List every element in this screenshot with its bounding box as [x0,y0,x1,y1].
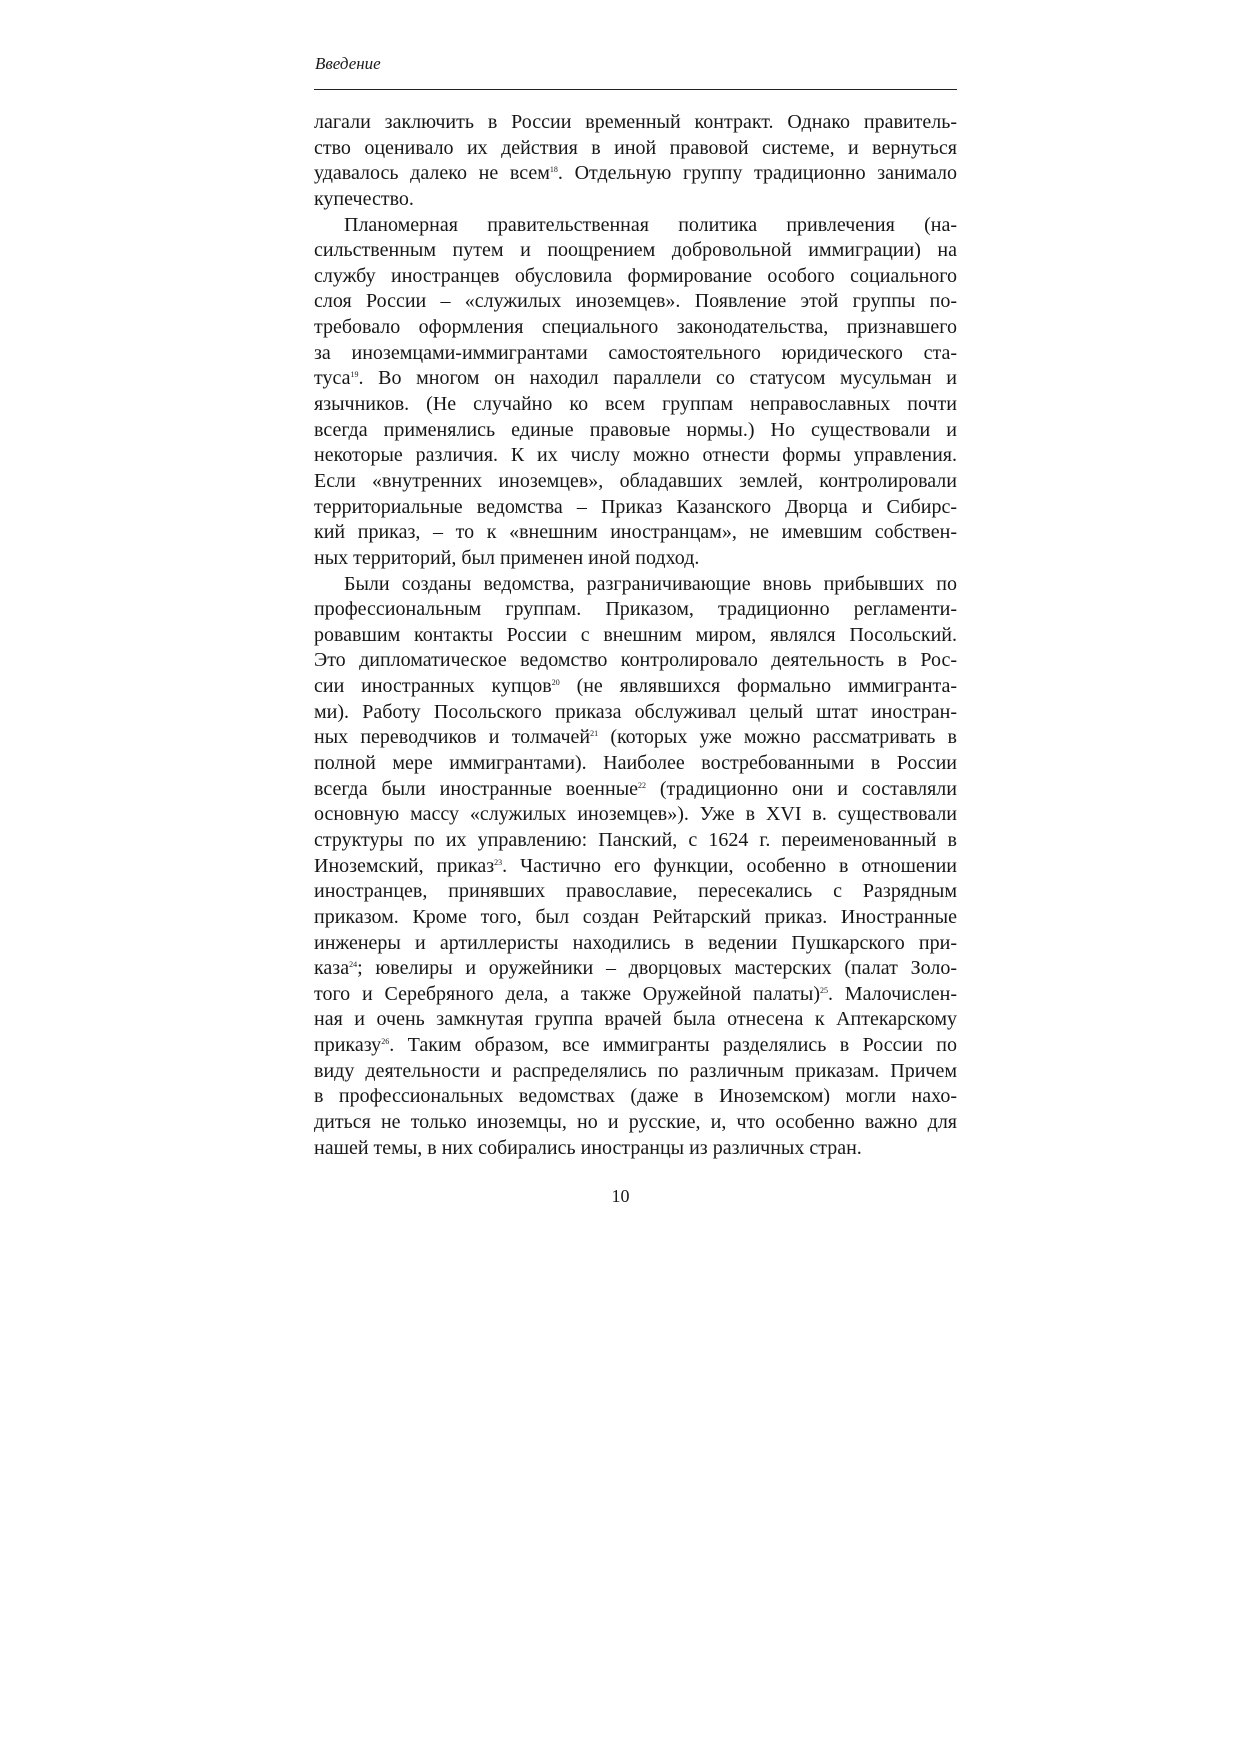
line-text: ных переводчиков и толмачей [314,726,591,749]
line-text: профессиональным группам. Приказом, традиционно регламенти- [314,598,957,621]
text-line [314,1084,957,1110]
line-text: ство оценивало их действия в иной правовой системе, и вернуться [314,136,957,159]
text-line [314,854,957,880]
text-line [314,931,957,957]
footnote-marker: 19 [350,370,359,380]
line-text: каза [314,957,350,980]
text-line [314,136,957,162]
footnote-marker: 25 [820,985,828,995]
text-line [314,623,957,649]
text-line [314,905,957,931]
footnote-marker: 18 [549,165,558,175]
footnote-marker: 21 [590,729,599,739]
line-text: приказом. Кроме того, был создан Рейтарский приказ. Иностранные [314,905,957,928]
line-text: ми). Работу Посольского приказа обслуживал целый штат иностран- [314,700,957,723]
line-text: иностранцев, принявших православие, пересекались с Разрядным [314,880,957,903]
text-line [314,956,957,982]
line-text: приказу [314,1034,382,1057]
text-line [314,187,957,213]
line-text: ная и очень замкнутая группа врачей была отнесена к Аптекарскому [314,1008,957,1031]
footnote-marker: 22 [638,780,647,790]
text-line [314,572,957,598]
footnote-marker: 26 [381,1037,390,1047]
text-line [314,1136,957,1162]
line-text: слоя России – «служилых иноземцев». Появление этой группы по- [314,290,957,313]
text-line [314,110,957,136]
line-text-after-note: . Малочислен- [828,982,957,1005]
line-text: полной мере иммигрантами). Наиболее востребованными в России [314,752,957,775]
line-text-after-note: (которых уже можно рассматривать в [598,726,957,749]
line-text: того и Серебряного дела, а также Оружейной палаты) [314,982,820,1005]
line-text: территориальные ведомства – Приказ Казанского Дворца и Сибирс- [314,495,957,518]
page-number: 10 [611,1186,630,1206]
line-text: инженеры и артиллеристы находились в ведении Пушкарского при- [314,931,957,954]
running-head: Введение [315,54,381,73]
text-line [314,443,957,469]
line-text: Планомерная правительственная политика привлечения (на- [344,213,957,236]
line-text: удавалось далеко не всем [314,162,550,185]
body-text [314,110,957,1161]
text-line [314,341,957,367]
line-text-after-note: (традиционно они и составляли [646,777,957,800]
line-text-after-note: . Во многом он находил параллели со статусом мусульман и [358,367,957,390]
text-line [314,802,957,828]
text-line [314,725,957,751]
text-line [314,1033,957,1059]
text-line [314,1007,957,1033]
line-text: сильственным путем и поощрением добровольной иммиграции) на [314,239,957,262]
line-text: нашей темы, в них собирались иностранцы из различных стран. [314,1136,862,1159]
text-line [314,674,957,700]
text-line [314,469,957,495]
text-line [314,828,957,854]
line-text: Иноземский, приказ [314,854,495,877]
text-line [314,289,957,315]
text-line [314,213,957,239]
line-text: всегда применялись единые правовые нормы.) Но существовали и [314,418,957,441]
line-text: основную массу «служилых иноземцев»). Уже в XVI в. существовали [314,803,957,826]
text-line [314,982,957,1008]
text-line [314,315,957,341]
line-text: в профессиональных ведомствах (даже в Иноземском) могли нахо- [314,1085,957,1108]
line-text: язычников. (Не случайно ко всем группам неправославных почти [314,393,957,416]
text-line [314,418,957,444]
text-line [314,1110,957,1136]
line-text: ровавшим контакты России с внешним миром, являлся Посольский. [314,623,957,646]
line-text: купечество. [314,187,414,210]
text-line [314,751,957,777]
text-line [314,879,957,905]
header-rule [314,89,957,90]
line-text: службу иностранцев обусловила формирование особого социального [314,264,957,287]
footnote-marker: 23 [494,857,503,867]
line-text: Были созданы ведомства, разграничивающие вновь прибывших по [344,572,957,595]
line-text-after-note: . Таким образом, все иммигранты разделялись в России по [389,1034,957,1057]
text-line [314,520,957,546]
line-text: туса [314,367,351,390]
line-text: диться не только иноземцы, но и русские, и, что особенно важно для [314,1110,957,1133]
footnote-marker: 20 [551,678,560,688]
line-text: ных территорий, был применен иной подход. [314,546,700,569]
text-line [314,264,957,290]
line-text: сии иностранных купцов [314,675,552,698]
line-text: кий приказ, – то к «внешним иностранцам», не имевшим собствен- [314,521,957,544]
text-line [314,495,957,521]
text-line [314,366,957,392]
line-text-after-note: (не являвшихся формально иммигранта- [559,675,957,698]
text-line [314,777,957,803]
line-text-after-note: . Частично его функции, особенно в отношении [502,854,957,877]
line-text: некоторые различия. К их числу можно отнести формы управления. [314,444,957,467]
text-line [314,648,957,674]
line-text-after-note: . Отдельную группу традиционно занимало [557,162,957,185]
line-text: Это дипломатическое ведомство контролировало деятельность в Рос- [314,649,957,672]
line-text: структуры по их управлению: Панский, с 1624 г. переименованный в [314,828,957,851]
line-text: Если «внутренних иноземцев», обладавших землей, контролировали [314,469,957,492]
text-line [314,546,957,572]
text-line [314,1059,957,1085]
text-line [314,392,957,418]
line-text: требовало оформления специального законодательства, признавшего [314,316,957,339]
text-line [314,238,957,264]
text-line [314,700,957,726]
line-text: за иноземцами-иммигрантами самостоятельного юридического ста- [314,341,957,364]
line-text: лагали заключить в России временный контракт. Однако правитель- [314,111,957,133]
line-text: виду деятельности и распределялись по различным приказам. Причем [314,1059,957,1082]
line-text: всегда были иностранные военные [314,777,639,800]
text-line [314,161,957,187]
line-text-after-note: ; ювелиры и оружейники – дворцовых мастерских (палат Золо- [357,957,957,980]
text-line [314,597,957,623]
footnote-marker: 24 [349,960,358,970]
